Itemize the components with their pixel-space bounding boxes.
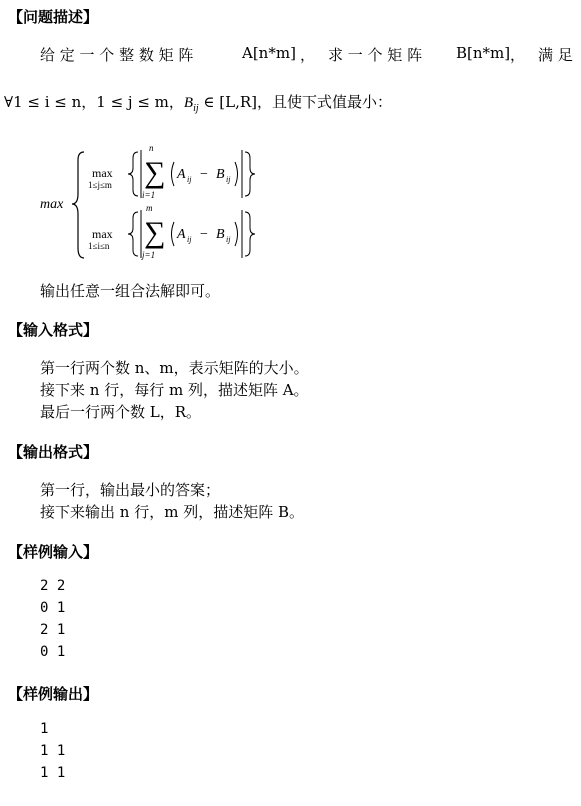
top-right-brace — [245, 152, 255, 196]
output-format-line-2: 接下来输出 n 行，m 列，描述矩阵 B。 — [40, 503, 304, 521]
top-sum-upper: n — [149, 143, 154, 153]
top-term-b: B — [216, 167, 225, 182]
top-term-a-sub: ij — [187, 175, 192, 184]
objective-formula — [38, 140, 278, 268]
bottom-sum-lower: j=1 — [142, 250, 156, 260]
top-term-a: A — [177, 167, 186, 182]
bottom-range: 1≤i≤n — [88, 241, 110, 251]
outer-brace — [72, 152, 84, 258]
bottom-right-brace — [245, 212, 255, 256]
bottom-sigma: ∑ — [144, 216, 166, 249]
matrix-a-label: A[n*m] — [242, 44, 296, 62]
bottom-term-a: A — [177, 227, 186, 242]
bottom-paren-right — [235, 222, 238, 246]
statement-given: 给 定 一 个 整 数 矩 阵 — [40, 46, 194, 64]
top-paren-right — [235, 162, 238, 186]
constraint-line — [4, 91, 392, 114]
matrix-b-label: B[n*m] — [456, 44, 511, 62]
bottom-term-b: B — [216, 227, 225, 242]
sample-input-line-3: 2 1 — [40, 622, 66, 638]
constraint-b-sub: ij — [193, 103, 199, 114]
bottom-term-a-sub: ij — [187, 235, 192, 244]
bottom-term-b-sub: ij — [226, 235, 231, 244]
statement-satisfy: 满 足 — [538, 46, 573, 64]
statement-comma-1: ， — [300, 46, 316, 64]
statement-find: 求 一 个 矩 阵 — [328, 46, 423, 64]
output-format-line-1: 第一行，输出最小的答案； — [40, 481, 221, 499]
output-format-heading: 【输出格式】 — [8, 443, 99, 461]
index-range: 1 ≤ i ≤ n，1 ≤ j ≤ m， — [13, 93, 184, 111]
outer-max: max — [40, 197, 64, 212]
sample-output-line-3: 1 1 — [40, 765, 66, 781]
bottom-sum-upper: m — [146, 203, 153, 213]
statement-comma-2: ， — [510, 46, 526, 64]
value-range: ∈ [L,R]，且使下式值最小： — [198, 93, 393, 111]
bottom-left-brace — [128, 212, 138, 256]
top-term-b-sub: ij — [226, 175, 231, 184]
input-format-line-1: 第一行两个数 n、m，表示矩阵的大小。 — [40, 359, 309, 377]
input-format-line-3: 最后一行两个数 L，R。 — [40, 403, 202, 421]
sample-output-line-2: 1 1 — [40, 743, 66, 759]
top-paren-left — [172, 162, 175, 186]
bottom-max: max — [92, 227, 113, 241]
top-left-brace — [128, 152, 138, 196]
sample-output-heading: 【样例输出】 — [8, 685, 99, 703]
input-format-line-2: 接下来 n 行，每行 m 列，描述矩阵 A。 — [40, 381, 309, 399]
bottom-paren-left — [172, 222, 175, 246]
top-max: max — [92, 166, 113, 180]
top-range: 1≤j≤m — [88, 180, 112, 190]
sample-input-line-2: 0 1 — [40, 600, 66, 616]
forall-symbol: ∀ — [4, 93, 14, 111]
sample-input-heading: 【样例输入】 — [8, 543, 99, 561]
constraint-b: B — [183, 95, 194, 111]
bottom-minus: − — [200, 227, 208, 242]
any-valid-note: 输出任意一组合法解即可。 — [40, 282, 221, 300]
top-sigma: ∑ — [144, 156, 166, 189]
sample-input-line-1: 2 2 — [40, 578, 66, 594]
problem-heading: 【问题描述】 — [8, 8, 99, 26]
sample-input-line-4: 0 1 — [40, 644, 66, 660]
sample-output-line-1: 1 — [40, 721, 49, 737]
top-minus: − — [200, 167, 208, 182]
input-format-heading: 【输入格式】 — [8, 321, 99, 339]
top-sum-lower: i=1 — [142, 190, 156, 200]
